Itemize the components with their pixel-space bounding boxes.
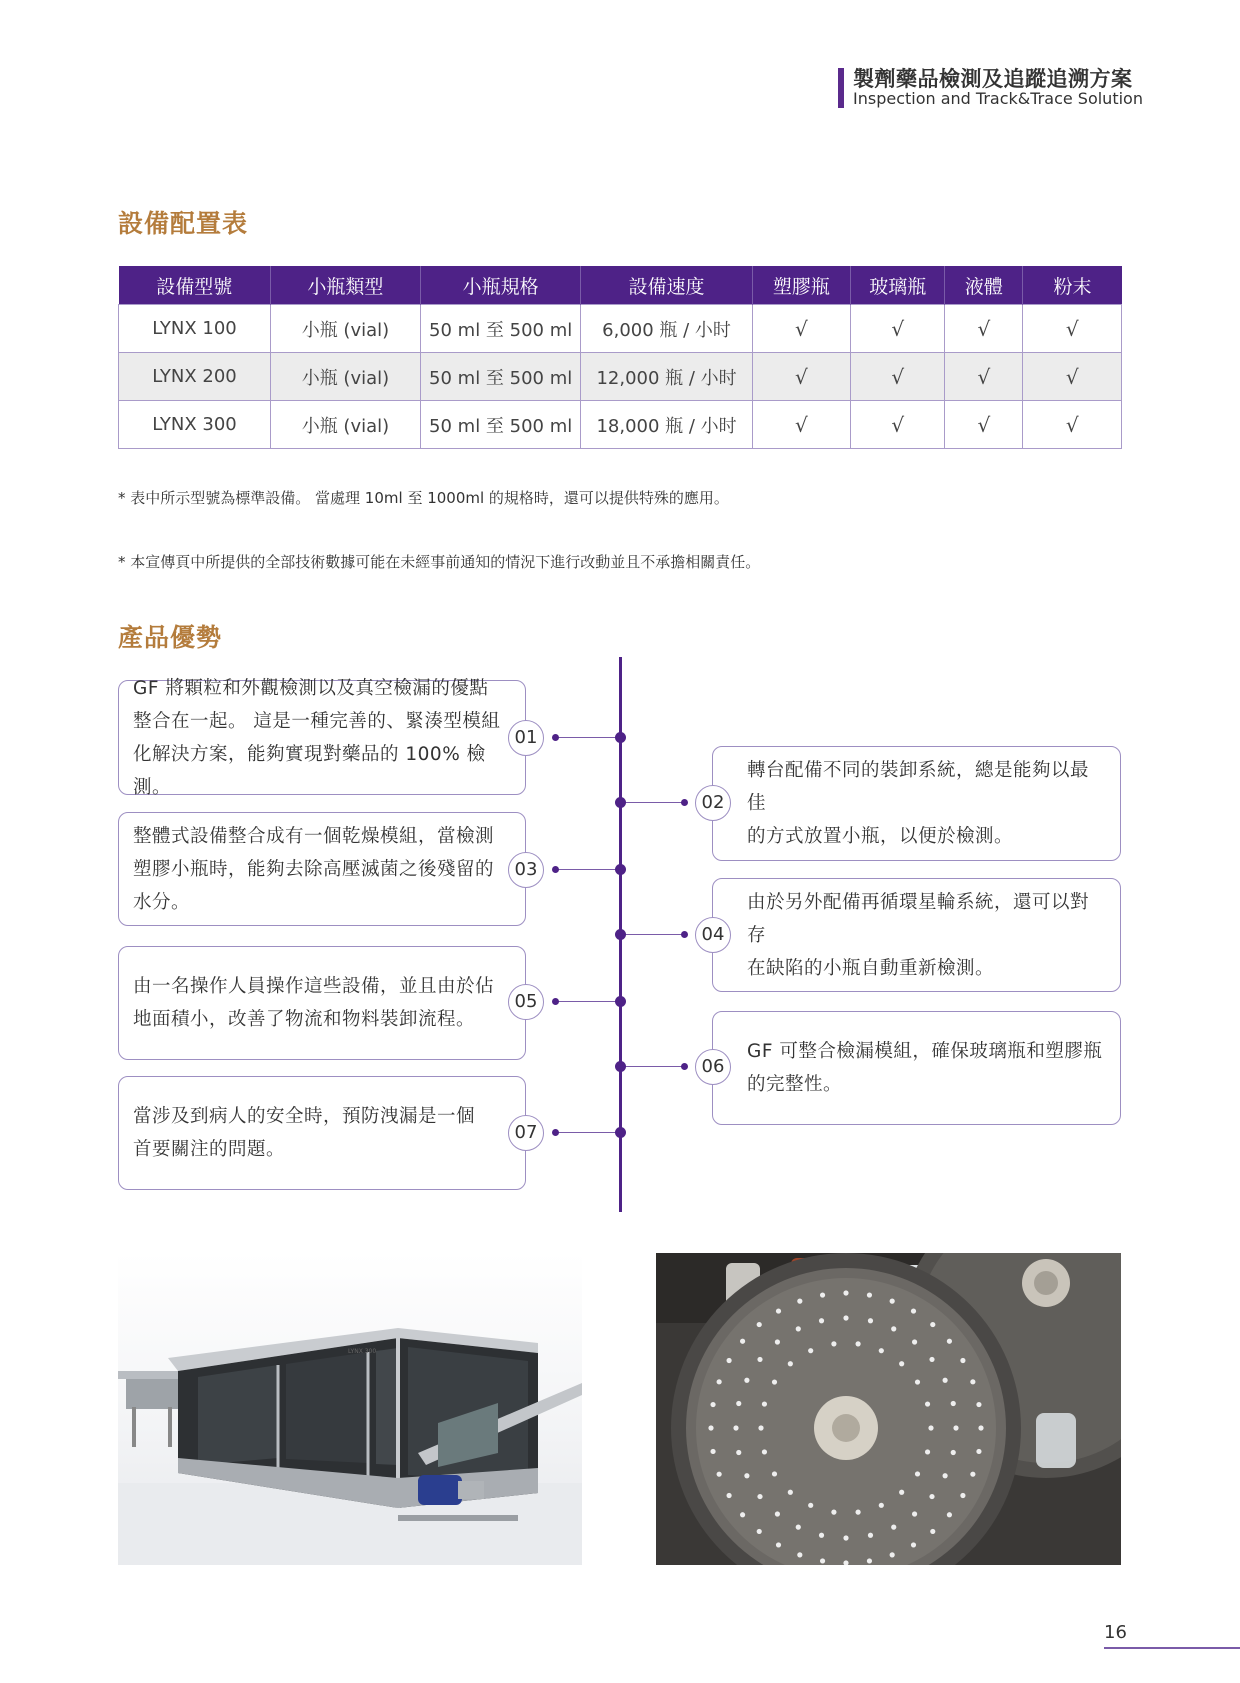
column-header: 小瓶類型 bbox=[271, 266, 421, 305]
advantage-card-06 bbox=[712, 1011, 1121, 1125]
timeline-node bbox=[615, 732, 626, 743]
wheel-hole bbox=[855, 1510, 860, 1515]
wheel-hole bbox=[915, 1471, 920, 1476]
wheel-hole bbox=[911, 1308, 916, 1313]
wheel-hole bbox=[757, 1357, 762, 1362]
advantage-card-04 bbox=[712, 878, 1121, 992]
timeline-connector bbox=[556, 1132, 620, 1133]
wheel-hole bbox=[891, 1326, 896, 1331]
wheel-hole bbox=[772, 1471, 777, 1476]
wheel-hole bbox=[879, 1503, 884, 1508]
advantages-section-title: 產品優勢 bbox=[118, 623, 223, 652]
header-title-en: Inspection and Track&Trace Solution bbox=[853, 89, 1143, 108]
page-number-underline bbox=[1104, 1647, 1240, 1649]
wheel-hole bbox=[819, 1318, 824, 1323]
wheel-hole bbox=[960, 1358, 965, 1363]
advantage-number-01: 01 bbox=[508, 720, 544, 756]
wheel-hole bbox=[796, 1525, 801, 1530]
wheel-hole bbox=[899, 1361, 904, 1366]
machine-photo bbox=[118, 1253, 582, 1565]
wheel-hole bbox=[928, 1425, 933, 1430]
column-header: 設備型號 bbox=[119, 266, 271, 305]
wheel-hole bbox=[947, 1339, 952, 1344]
timeline-node bbox=[615, 864, 626, 875]
check-mark-cell: √ bbox=[1023, 305, 1122, 353]
check-mark-cell: √ bbox=[1023, 401, 1122, 449]
wheel-hole bbox=[867, 1292, 872, 1297]
advantage-text: 當涉及到病人的安全時，預防洩漏是一個 首要關注的問題。 bbox=[133, 1106, 476, 1160]
advantage-number-06: 06 bbox=[695, 1049, 731, 1085]
wheel-hole bbox=[740, 1339, 745, 1344]
table-cell: LYNX 100 bbox=[119, 305, 271, 353]
table-row bbox=[119, 401, 1122, 449]
wheel-hole bbox=[776, 1308, 781, 1313]
table-footnote-2: * 本宣傳頁中所提供的全部技術數據可能在未經事前通知的情況下進行改動並且不承擔相關責任。 bbox=[118, 553, 761, 571]
wheel-hole bbox=[726, 1358, 731, 1363]
column-header: 粉末 bbox=[1023, 266, 1122, 305]
wheel-hole bbox=[912, 1511, 917, 1516]
timeline-connector bbox=[620, 934, 684, 935]
wheel-hole bbox=[831, 1510, 836, 1515]
timeline-dot bbox=[681, 931, 688, 938]
advantage-text: GF 可整合檢漏模組，確保玻璃瓶和塑膠瓶 的完整性。 bbox=[747, 1041, 1103, 1095]
advantage-card-02 bbox=[712, 746, 1121, 861]
advantage-number-02: 02 bbox=[695, 785, 731, 821]
wheel-hole bbox=[912, 1339, 917, 1344]
timeline-dot bbox=[681, 1063, 688, 1070]
column-header: 設備速度 bbox=[581, 266, 752, 305]
wheel-hole bbox=[772, 1379, 777, 1384]
wheel-hole bbox=[733, 1425, 738, 1430]
wheel-hole bbox=[891, 1525, 896, 1530]
timeline-connector bbox=[620, 802, 684, 803]
wheel-hole bbox=[775, 1511, 780, 1516]
wheel-hole bbox=[970, 1379, 975, 1384]
wheel-hole bbox=[953, 1425, 958, 1430]
check-mark-cell: √ bbox=[752, 353, 850, 401]
timeline-node bbox=[615, 797, 626, 808]
wheel-hole bbox=[776, 1542, 781, 1547]
wheel-hole bbox=[951, 1450, 956, 1455]
header-title-cn: 製劑藥品檢測及追蹤追溯方案 bbox=[853, 67, 1133, 91]
advantage-text: 整體式設備整合成有一個乾燥模組，當檢測 塑膠小瓶時，能夠去除高壓滅菌之後殘留的 水分。 bbox=[133, 825, 495, 913]
table-cell: 12,000 瓶 / 小时 bbox=[581, 353, 752, 401]
timeline-dot bbox=[552, 1129, 559, 1136]
wheel-hole bbox=[736, 1450, 741, 1455]
wheel-hole bbox=[819, 1533, 824, 1538]
starwheel-photo bbox=[656, 1253, 1121, 1565]
wheel-hole bbox=[808, 1503, 813, 1508]
table-cell: 小瓶 (vial) bbox=[271, 305, 421, 353]
column-header: 小瓶規格 bbox=[420, 266, 581, 305]
timeline-node bbox=[615, 929, 626, 940]
wheel-hole bbox=[930, 1529, 935, 1534]
table-cell: 18,000 瓶 / 小时 bbox=[581, 401, 752, 449]
starwheel-illustration bbox=[656, 1253, 1121, 1565]
machine-model-label: LYNX 300 bbox=[348, 1348, 377, 1355]
timeline-connector bbox=[556, 1001, 620, 1002]
wheel-hole bbox=[788, 1490, 793, 1495]
wheel-hole bbox=[951, 1401, 956, 1406]
advantage-number-04: 04 bbox=[695, 917, 731, 953]
check-mark-cell: √ bbox=[752, 401, 850, 449]
table-cell: 6,000 瓶 / 小时 bbox=[581, 305, 752, 353]
column-header: 液體 bbox=[945, 266, 1023, 305]
table-cell: LYNX 200 bbox=[119, 353, 271, 401]
machine-illustration bbox=[118, 1253, 582, 1565]
advantage-card-01 bbox=[118, 677, 526, 798]
table-header-row bbox=[119, 266, 1122, 305]
advantage-card-03 bbox=[118, 812, 526, 926]
advantage-text: 由一名操作人員操作這些設備，並且由於佔 地面積小，改善了物流和物料裝卸流程。 bbox=[133, 976, 495, 1030]
advantage-card-05 bbox=[118, 946, 526, 1060]
wheel-hole bbox=[930, 1322, 935, 1327]
wheel-hole bbox=[831, 1341, 836, 1346]
timeline-node bbox=[615, 996, 626, 1007]
advantage-card-07 bbox=[118, 1076, 526, 1190]
wheel-hole bbox=[717, 1472, 722, 1477]
wheel-hole bbox=[757, 1322, 762, 1327]
table-row bbox=[119, 305, 1122, 353]
wheel-hole bbox=[976, 1449, 981, 1454]
advantage-number-03: 03 bbox=[508, 852, 544, 888]
timeline-node bbox=[615, 1061, 626, 1072]
column-header: 玻璃瓶 bbox=[851, 266, 945, 305]
advantage-text: 轉台配備不同的裝卸系統，總是能夠以最佳 的方式放置小瓶，以便於檢測。 bbox=[747, 760, 1090, 847]
check-mark-cell: √ bbox=[851, 353, 945, 401]
wheel-hole bbox=[868, 1318, 873, 1323]
timeline-dot bbox=[681, 799, 688, 806]
timeline-connector bbox=[556, 737, 620, 738]
wheel-hole bbox=[758, 1425, 763, 1430]
advantage-number-05: 05 bbox=[508, 984, 544, 1020]
wheel-hole bbox=[843, 1315, 848, 1320]
table-footnote-1: * 表中所示型號為標準設備。 當處理 10ml 至 1000ml 的規格時，還可以提供特殊的應用。 bbox=[118, 489, 729, 507]
wheel-hole bbox=[757, 1494, 762, 1499]
wheel-hole bbox=[788, 1361, 793, 1366]
wheel-hole bbox=[943, 1378, 948, 1383]
check-mark-cell: √ bbox=[945, 353, 1023, 401]
wheel-hole bbox=[708, 1425, 713, 1430]
wheel-hole bbox=[978, 1425, 983, 1430]
wheel-hole bbox=[911, 1542, 916, 1547]
wheel-hole bbox=[899, 1490, 904, 1495]
wheel-hole bbox=[843, 1535, 848, 1540]
header-accent-bar bbox=[838, 68, 844, 108]
timeline-dot bbox=[552, 734, 559, 741]
timeline-node bbox=[615, 1127, 626, 1138]
timeline-dot bbox=[552, 998, 559, 1005]
wheel-hole bbox=[890, 1552, 895, 1557]
advantage-number-07: 07 bbox=[508, 1115, 544, 1151]
wheel-hole bbox=[710, 1449, 715, 1454]
wheel-hole bbox=[925, 1401, 930, 1406]
wheel-hole bbox=[947, 1512, 952, 1517]
table-row bbox=[119, 353, 1122, 401]
wheel-hole bbox=[943, 1473, 948, 1478]
wheel-hole bbox=[757, 1529, 762, 1534]
wheel-hole bbox=[726, 1493, 731, 1498]
wheel-hole bbox=[710, 1402, 715, 1407]
timeline-connector bbox=[556, 869, 620, 870]
wheel-hole bbox=[855, 1341, 860, 1346]
wheel-hole bbox=[762, 1449, 767, 1454]
check-mark-cell: √ bbox=[945, 305, 1023, 353]
table-cell: 小瓶 (vial) bbox=[271, 401, 421, 449]
wheel-hole bbox=[843, 1290, 848, 1295]
timeline-dot bbox=[552, 866, 559, 873]
page-number: 16 bbox=[1104, 1622, 1127, 1643]
wheel-hole bbox=[717, 1379, 722, 1384]
check-mark-cell: √ bbox=[851, 305, 945, 353]
table-cell: 小瓶 (vial) bbox=[271, 353, 421, 401]
wheel-hole bbox=[762, 1401, 767, 1406]
wheel-hole bbox=[744, 1473, 749, 1478]
check-mark-cell: √ bbox=[851, 401, 945, 449]
wheel-hole bbox=[890, 1299, 895, 1304]
wheel-hole bbox=[868, 1533, 873, 1538]
table-cell: 50 ml 至 500 ml bbox=[420, 401, 581, 449]
wheel-hole bbox=[775, 1339, 780, 1344]
wheel-hole bbox=[915, 1379, 920, 1384]
wheel-hole bbox=[736, 1401, 741, 1406]
wheel-hole bbox=[797, 1552, 802, 1557]
advantage-text: 由於另外配備再循環星輪系統，還可以對存 在缺陷的小瓶自動重新檢測。 bbox=[747, 891, 1090, 979]
wheel-hole bbox=[925, 1449, 930, 1454]
wheel-hole bbox=[960, 1493, 965, 1498]
wheel-hole bbox=[867, 1558, 872, 1563]
advantage-text: GF 將顆粒和外觀檢測以及真空檢漏的優點 整合在一起。 這是一種完善的、緊湊型模組 化解決方案，能夠實現對藥品的 100% 檢測。 bbox=[133, 677, 501, 798]
wheel-hole bbox=[976, 1402, 981, 1407]
check-mark-cell: √ bbox=[752, 305, 850, 353]
wheel-hole bbox=[744, 1378, 749, 1383]
table-cell: LYNX 300 bbox=[119, 401, 271, 449]
wheel-hole bbox=[808, 1348, 813, 1353]
wheel-hole bbox=[796, 1326, 801, 1331]
timeline-connector bbox=[620, 1066, 684, 1067]
wheel-hole bbox=[820, 1558, 825, 1563]
config-table bbox=[118, 266, 1122, 449]
table-cell: 50 ml 至 500 ml bbox=[420, 353, 581, 401]
wheel-hole bbox=[970, 1472, 975, 1477]
config-section-title: 設備配置表 bbox=[118, 209, 249, 238]
wheel-hole bbox=[797, 1299, 802, 1304]
wheel-hole bbox=[740, 1512, 745, 1517]
wheel-hole bbox=[820, 1292, 825, 1297]
column-header: 塑膠瓶 bbox=[752, 266, 850, 305]
check-mark-cell: √ bbox=[1023, 353, 1122, 401]
wheel-hole bbox=[879, 1348, 884, 1353]
table-cell: 50 ml 至 500 ml bbox=[420, 305, 581, 353]
check-mark-cell: √ bbox=[945, 401, 1023, 449]
wheel-hole bbox=[929, 1357, 934, 1362]
wheel-hole bbox=[929, 1494, 934, 1499]
